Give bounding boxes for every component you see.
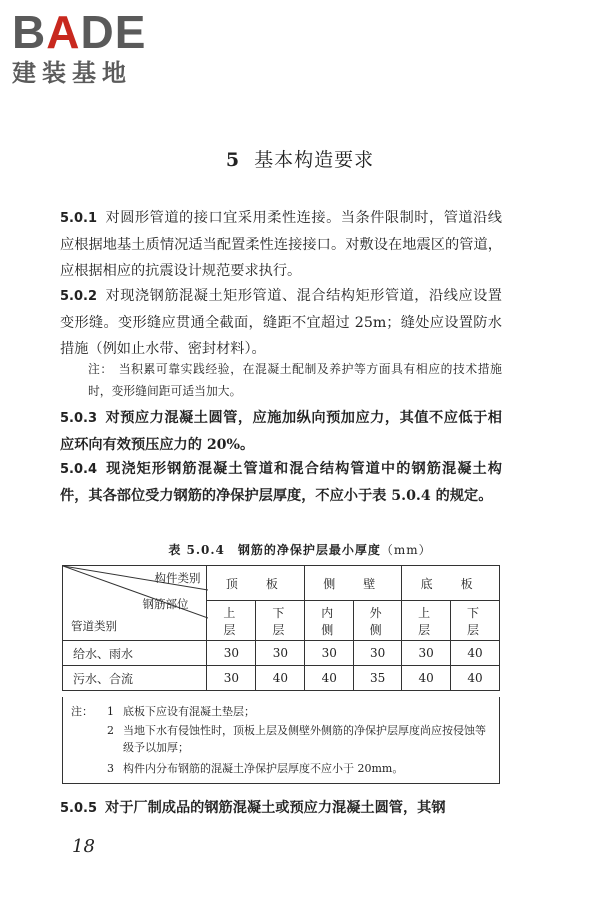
table-cell: 35 <box>354 666 402 691</box>
chapter-title <box>0 145 600 172</box>
header-bottom-slab: 底 板 <box>402 566 500 601</box>
clause-number: 5.0.3 <box>60 411 98 426</box>
table-cell: 30 <box>256 641 305 666</box>
clause-5-0-4 <box>60 456 502 509</box>
clause-number: 5.0.5 <box>60 801 98 816</box>
clause-number: 5.0.4 <box>60 462 98 477</box>
table-notes-label: 注： <box>71 705 93 718</box>
header-side-wall: 侧 壁 <box>305 566 402 601</box>
corner-label-component: 构件类别 <box>154 571 201 585</box>
note-label: 注： <box>88 362 113 376</box>
brand-logo <box>12 6 182 88</box>
clause-text: 对现浇钢筋混凝土矩形管道、混合结构矩形管道，沿线应设置变形缝。变形缝应贯通全截面，缝距不宜超过 25m；缝处应设置防水措施（例如止水带、密封材料）。 <box>60 288 502 357</box>
row-label: 污水、合流 <box>63 666 207 691</box>
table-cell: 40 <box>256 666 305 691</box>
clause-5-0-2 <box>60 283 502 362</box>
table-note-text: 底板下应设有混凝土垫层； <box>123 705 255 718</box>
table-cell: 30 <box>354 641 402 666</box>
table-cell: 40 <box>451 666 500 691</box>
table-unit: （mm） <box>380 543 432 557</box>
clause-text: 对圆形管道的接口宜采用柔性连接。当条件限制时，管道沿线应根据地基土质情况适当配置柔性连接接口。对敷设在地震区的管道，应根据相应的抗震设计规范要求执行。 <box>60 210 502 279</box>
table-note-text: 构件内分布钢筋的混凝土净保护层厚度不应小于 20mm。 <box>123 762 404 775</box>
subheader-cell: 外 侧 <box>354 601 402 641</box>
clause-5-0-5 <box>60 795 502 822</box>
chapter-number: 5 <box>225 149 241 171</box>
clause-note <box>88 358 502 402</box>
page-number: 18 <box>72 836 95 857</box>
subheader-cell: 上 层 <box>402 601 451 641</box>
clause-number: 5.0.2 <box>60 289 98 304</box>
clause-text: 对于厂制成品的钢筋混凝土或预应力混凝土圆管，其钢 <box>105 800 446 816</box>
subheader-cell: 下 层 <box>451 601 500 641</box>
header-top-slab: 顶 板 <box>207 566 305 601</box>
subheader-cell: 内 侧 <box>305 601 354 641</box>
table-caption <box>0 541 600 558</box>
table-cell: 40 <box>305 666 354 691</box>
note-text: 当积累可靠实践经验，在混凝土配制及养护等方面具有相应的技术措施时，变形缝间距可适当加大。 <box>88 362 502 398</box>
logo-tagline: 建装基地 <box>12 59 132 87</box>
clause-5-0-1 <box>60 205 502 284</box>
table-caption-text: 表 5.0.4 钢筋的净保护层最小厚度 <box>168 543 381 557</box>
chapter-title-text: 基本构造要求 <box>254 149 375 171</box>
table-note-number: 1 <box>107 705 114 718</box>
table-note-number: 2 <box>107 724 114 737</box>
table-cell: 30 <box>207 666 256 691</box>
corner-label-pipe-type: 管道类别 <box>71 619 117 633</box>
table-cell: 30 <box>402 641 451 666</box>
table-cell: 40 <box>451 641 500 666</box>
table-note-number: 3 <box>107 762 114 775</box>
table-note-text: 当地下水有侵蚀性时，顶板上层及侧壁外侧筋的净保护层厚度尚应按侵蚀等级予以加厚； <box>123 724 486 754</box>
clause-text: 对预应力混凝土圆管，应施加纵向预加应力，其值不应低于相应环向有效预压应力的 20%。 <box>60 410 502 453</box>
cover-thickness-table <box>62 565 500 691</box>
clause-number: 5.0.1 <box>60 211 98 226</box>
corner-label-position: 钢筋部位 <box>142 597 189 611</box>
subheader-cell: 上 层 <box>207 601 256 641</box>
table-cell: 30 <box>207 641 256 666</box>
table-notes <box>62 697 500 784</box>
table-row <box>63 641 500 666</box>
subheader-cell: 下 层 <box>256 601 305 641</box>
row-label: 给水、雨水 <box>63 641 207 666</box>
logo-wordmark: BADE <box>12 6 147 58</box>
clause-5-0-3 <box>60 405 502 458</box>
table-cell: 40 <box>402 666 451 691</box>
table-row <box>63 666 500 691</box>
clause-text: 现浇矩形钢筋混凝土管道和混合结构管道中的钢筋混凝土构件，其各部位受力钢筋的净保护层厚度，不应小于表 5.0.4 的规定。 <box>60 461 502 504</box>
table-corner-cell <box>63 566 207 641</box>
table-cell: 30 <box>305 641 354 666</box>
